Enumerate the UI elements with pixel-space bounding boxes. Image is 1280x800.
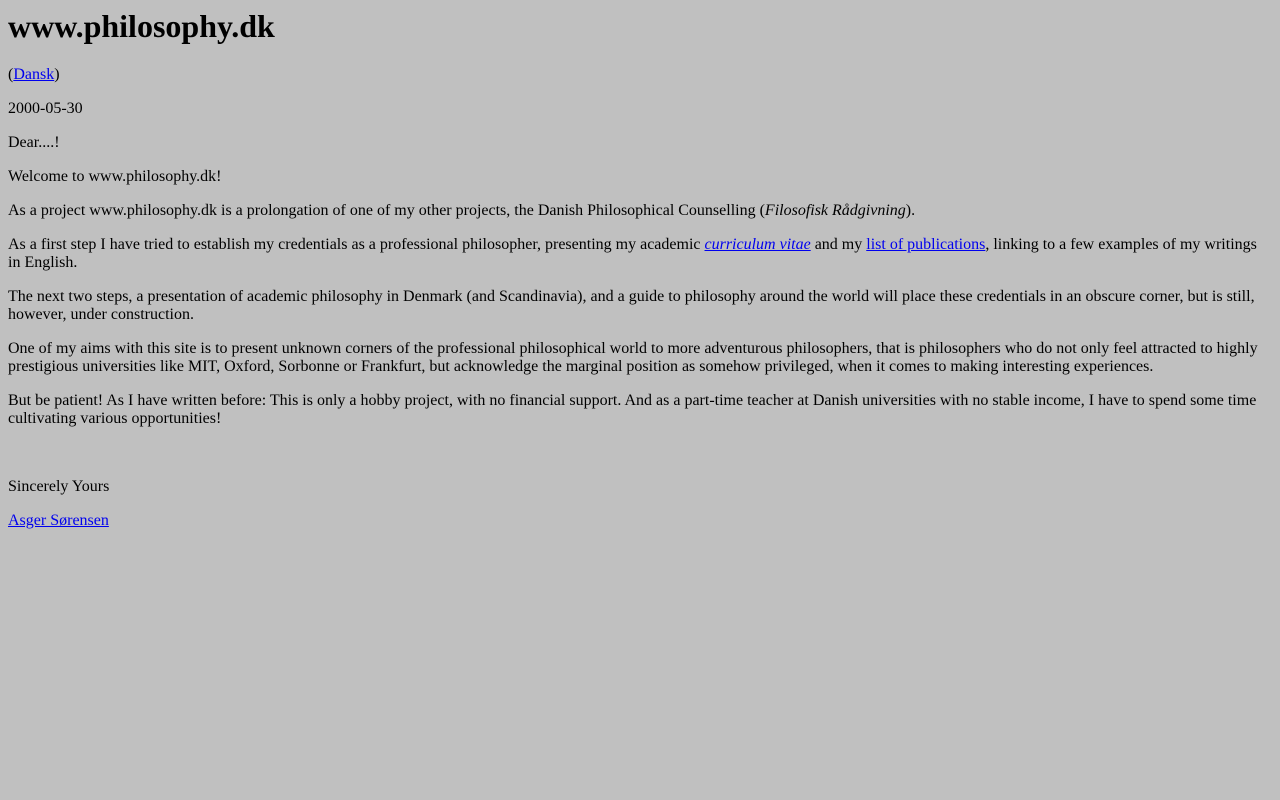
project-text-after: ).: [905, 202, 916, 219]
language-close-paren: ): [54, 66, 60, 83]
patience-paragraph: But be patient! As I have written before: This is only a hobby project, with no financial support. And as a part-time teacher at Danish universities with no stable income, I have to spend some time cultivating various opportunities!: [8, 392, 1257, 427]
curriculum-vitae-link-label: curriculum vitae: [704, 236, 811, 253]
signature-paragraph: [8, 512, 1263, 530]
next-steps-paragraph: The next two steps, a presentation of academic philosophy in Denmark (and Scandinavia), and a guide to philosophy around the world will place these credentials in an obscure corner, but is still, however, under construction.: [8, 288, 1255, 323]
page-title: www.philosophy.dk: [8, 8, 275, 44]
project-paragraph: [8, 202, 1263, 220]
closing-text: Sincerely Yours: [8, 478, 110, 495]
signature-link[interactable]: Asger Sørensen: [8, 512, 109, 529]
greeting-text: Dear....!: [8, 134, 60, 151]
first-step-text-mid: and my: [810, 236, 867, 253]
first-step-text-before: As a first step I have tried to establish my credentials as a professional philosopher, presenting my academic: [8, 236, 705, 253]
publications-link[interactable]: list of publications: [866, 236, 986, 253]
date-text: 2000-05-30: [8, 100, 83, 117]
project-text-before: As a project www.philosophy.dk is a prolongation of one of my other projects, the Danish Philosophical Counselling (: [8, 202, 765, 219]
welcome-text: Welcome to www.philosophy.dk!: [8, 168, 222, 185]
aims-paragraph: One of my aims with this site is to present unknown corners of the professional philosophical world to more adventurous philosophers, that is philosophers who do not only feel attracted to highly prestigious universities like MIT, Oxford, Sorbonne or Frankfurt, but acknowledge the marginal position as somehow privileged, when it comes to making interesting experiences.: [8, 340, 1258, 375]
language-open-paren: (: [8, 66, 14, 83]
project-italic-name: Filosofisk Rådgivning: [764, 202, 906, 219]
curriculum-vitae-link[interactable]: [705, 236, 811, 253]
first-step-paragraph: [8, 236, 1263, 272]
first-step-text-after: , linking to a few examples of my writings in English.: [8, 236, 1257, 271]
language-switch: [8, 66, 1263, 84]
danish-language-link[interactable]: Dansk: [13, 66, 55, 83]
